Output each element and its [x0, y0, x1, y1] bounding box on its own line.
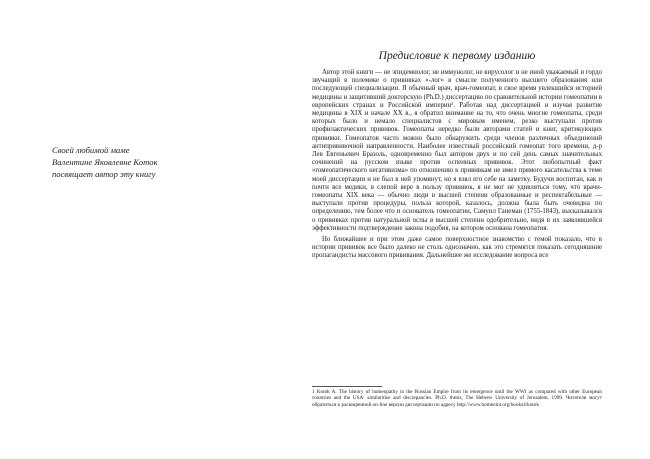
dedication: [52, 144, 192, 180]
preface-body: [312, 69, 602, 264]
paragraph-2: Но ближайшее и при этом даже самое поверхностное знакомство с темой показало, что в истории прививок все было далеко не столь однозначно, как это стремятся показать сегодняшние пропагандисты массового прививания. Дальнейшее же исследование вопроса все: [312, 236, 602, 260]
dedication-line-1: Своей любимой маме: [52, 145, 130, 155]
footnote-divider: [312, 386, 382, 387]
footnote: 1 Kotok A. The history of homeopathy in the Russian Empire from its emergence until the WWI as compared with other European countries and the USA: similarities and discrepancies. Ph.D. thesis, The Hebrew University of Jerusalem, 1999. Читатели могут обратиться к расширенной on-line версии диссертации по адресу http://www.homeoint.org/books4/kotok: [312, 389, 602, 408]
dedication-line-3: посвящает автор эту книгу: [52, 169, 156, 179]
page-title: Предисловие к первому изданию: [378, 50, 536, 62]
dedication-line-2: Валентине Яковлевне Коток: [52, 157, 158, 167]
paragraph-1: Автор этой книги — не эпидемиолог, не иммунолог, не вирусолог и не иной уважаемый и гордо звучащий в полемике о прививках «-лог» в смысле полученного высшего образования или последующей специализации. Я обычный врач, врач-гомеопат, в свое время увлекшийся историей медицины и защитивший докторскую (Ph.D.) диссертацию по сравнительной истории гомеопатии в европейских странах и Российской империи¹. Работая над диссертацией и изучая развитие медицины в XIX и начале XX в., я обратил внимание на то, что очень многие гомеопаты, среди которых было и немало специалистов с мировым именем, резко выступали против профилактических прививок. Гомеопаты нередко были авторами статей и книг, критикующих прививки. Гомеопатов часто можно было обнаружить среди членов различных объединений антипрививочной направленности. Наиболее известный российский гомеопат того времени, д-р Лев Евгеньевич Бразоль, одновременно был автором двух и по сей день самых значительных сочинений на русском языке против оспенных прививок. Этот любопытный факт «гомеопатического негативизма» по отношению к прививкам не имел прямого касательства к теме моей диссертации и не был в ней упомянут, но я взял его себе на заметку. Будучи воспитан, как и почти все медики, в слепой вере в пользу прививок, я не мог не удивляться тому, что врачи-гомеопаты XIX века — обычно люди в высшей степени образованные и респектабельные — выступали против процедуры, польза которой, казалось, должна была быть очевидна по определению, тем более что и основатель гомеопатии, Самуил Ганеман (1755-1843), высказывался о прививках против натуральной оспы в высшей степени одобрительно, видя в их заявлявшейся эффективности подтверждение закона подобия, на котором основана гомеопатия.: [312, 69, 602, 232]
